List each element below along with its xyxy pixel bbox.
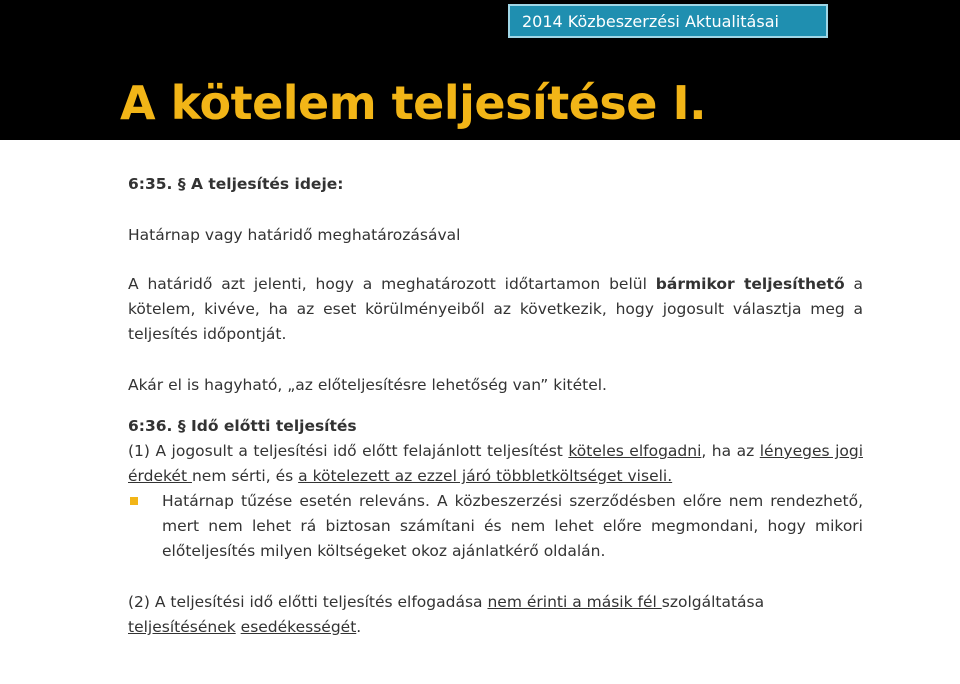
bullet-square-icon [130,497,138,505]
text-run-underlined: nem érinti a másik fél [487,593,662,611]
text-run: , ha az [701,442,760,460]
header-bar [0,0,960,140]
text-run: . [356,618,362,636]
paragraph-omittable: Akár el is hagyható, „az előteljesítésre lehetőség van” kitétel. [128,376,607,394]
section-heading-6-36: 6:36. § Idő előtti teljesítés [128,417,357,435]
paragraph-deadline-meaning [128,272,863,347]
text-run: szolgáltatása [661,593,765,611]
slide-content [128,172,863,640]
text-run: A határidő azt jelenti, hogy a meghatározott időtartamon belül [128,275,656,293]
bullet-text: Határnap tűzése esetén releváns. A közbeszerzési szerződésben előre nem rendezhető, mert nem lehet rá biztosan számítani és nem lehet előre megmondani, hogy mikori előteljesítés milyen költségeket okoz ajánlatkérő oldalán. [162,492,863,560]
text-run-underlined: lényeges jogi érdekét [128,442,863,485]
bullet-item-deadline [128,489,863,564]
event-badge-label: 2014 Közbeszerzési Aktualitásai [522,12,779,31]
paragraph-early-performance-1 [128,439,863,489]
text-run: nem sérti, és [191,467,299,485]
text-run-underlined: köteles elfogadni [568,442,702,460]
event-badge [508,4,828,38]
text-run-bold: bármikor teljesíthető [655,275,845,293]
paragraph-deadline-method: Határnap vagy határidő meghatározásával [128,226,461,244]
text-run-underlined: esedékességét [240,618,357,636]
text-run: (2) A teljesítési idő előtti teljesítés elfogadása [128,593,488,611]
section-heading-6-35: 6:35. § A teljesítés ideje: [128,175,344,193]
text-run-underlined: a kötelezett az ezzel járó többletköltséget viseli. [298,467,673,485]
text-run: a kötelem, kivéve, ha az eset körülményeiből az következik, hogy jogosult választja meg a teljesítés időpontját. [128,275,863,343]
slide-title: A kötelem teljesítése I. [120,76,707,130]
text-run-underlined: teljesítésének [128,618,236,636]
text-run: (1) A jogosult a teljesítési idő előtt felajánlott teljesítést [128,442,569,460]
paragraph-early-performance-2 [128,590,863,640]
